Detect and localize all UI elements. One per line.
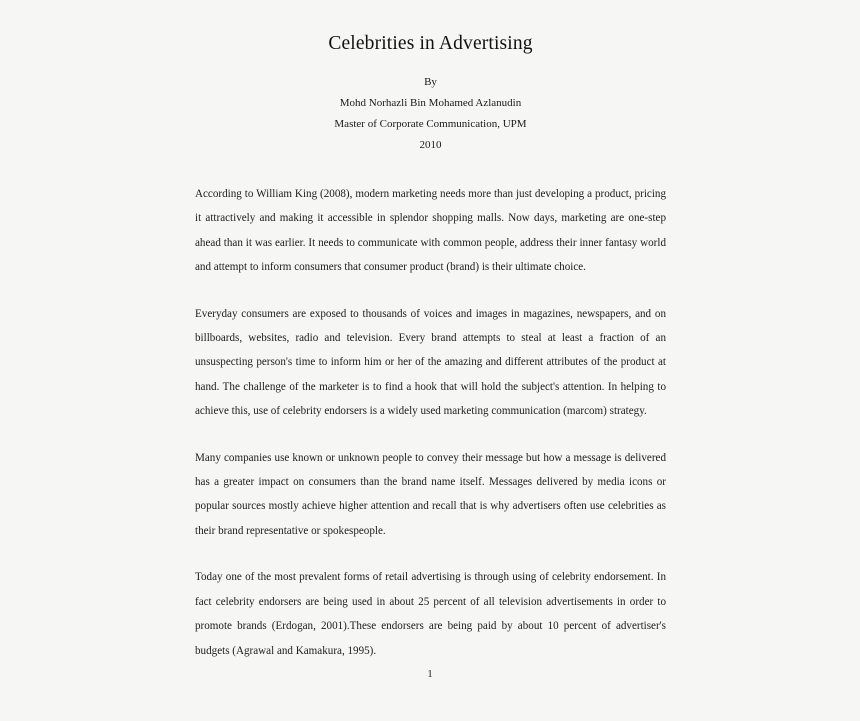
byline-by-label: By — [424, 76, 437, 88]
byline-year: 2010 — [419, 139, 442, 151]
body-paragraph: Many companies use known or unknown people to convey their message but how a message is delivered has a greater impact on consumers than the brand name itself. Messages delivered by media icons or popular sources mostly achieve higher attention and recall that is why advertisers often use celebrities as their brand representative or spokespeople. — [195, 451, 666, 537]
body-paragraph: Everyday consumers are exposed to thousands of voices and images in magazines, newspapers, and on billboards, websites, radio and television. Every brand attempts to steal at least a fraction of an unsuspecting person's time to inform him or her of the amazing and different attributes of the product at hand. The challenge of the marketer is to find a hook that will hold the subject's attention. In helping to achieve this, use of celebrity endorsers is a widely used marketing communication (marcom) strategy. — [195, 307, 666, 418]
document-content — [195, 0, 666, 663]
body-paragraph: According to William King (2008), modern marketing needs more than just developing a product, pricing it attractively and making it accessible in splendor shopping malls. Now days, marketing are one-step ahead than it was earlier. It needs to communicate with common people, address their inner fantasy world and attempt to inform consumers that consumer product (brand) is their ultimate choice. — [195, 188, 666, 274]
page-number: 1 — [427, 669, 433, 680]
page-title: Celebrities in Advertising — [328, 33, 533, 54]
byline — [195, 72, 666, 156]
byline-affiliation: Master of Corporate Communication, UPM — [334, 118, 527, 130]
document-body — [195, 182, 666, 663]
byline-author: Mohd Norhazli Bin Mohamed Azlanudin — [339, 97, 522, 109]
body-paragraph: Today one of the most prevalent forms of retail advertising is through using of celebrity endorsement. In fact celebrity endorsers are being used in about 25 percent of all television advertisements in order to promote brands (Erdogan, 2001).These endorsers are being paid by about 10 percent of advertiser's budgets (Agrawal and Kamakura, 1995). — [195, 571, 666, 657]
